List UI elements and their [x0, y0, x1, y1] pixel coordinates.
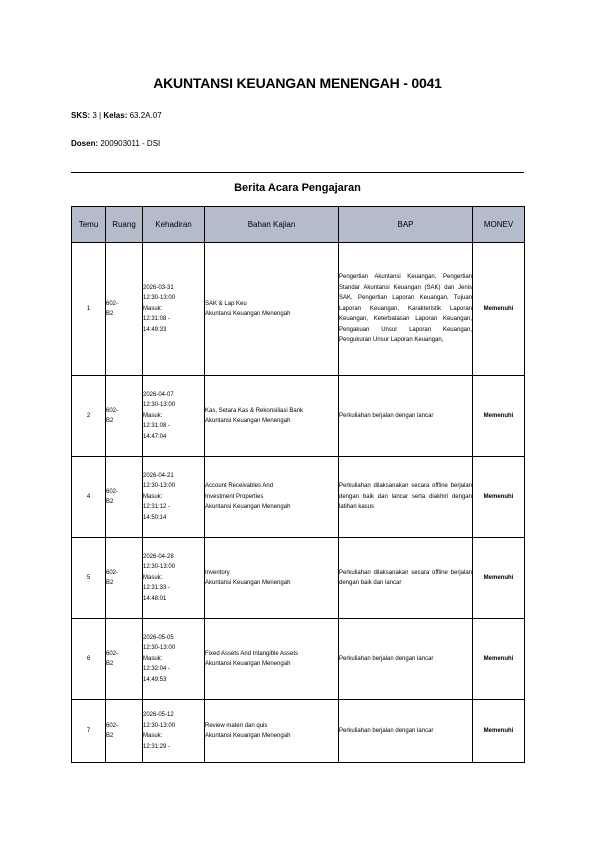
dosen-value: 200903011 - DSI [100, 139, 161, 148]
kehadiran-line: Masuk: [143, 733, 163, 739]
kehadiran-line: Masuk: [143, 412, 163, 419]
bahan-line: Fixed Assets And Intangible Assets [205, 650, 299, 657]
cell-bahan-kajian [205, 243, 339, 376]
cell-monev: Memenuhi [473, 376, 525, 457]
kehadiran-line: Masuk: [143, 493, 163, 500]
course-meta [71, 111, 162, 120]
bahan-line: Review materi dan quis [205, 722, 268, 729]
sks-value: 3 [92, 111, 97, 120]
cell-monev: Memenuhi [473, 700, 525, 763]
teaching-report-table [71, 206, 525, 763]
kehadiran-line: 12:30-13:00 [143, 564, 176, 571]
kehadiran-line: 14:50:14 [143, 514, 167, 521]
cell-kehadiran [143, 619, 205, 700]
cell-temu: 2 [72, 376, 106, 457]
bahan-line: Akuntansi Keuangan Menengah [205, 733, 291, 739]
cell-bahan-kajian [205, 700, 339, 763]
cell-temu: 7 [72, 700, 106, 763]
kehadiran-line: 14:47:04 [143, 433, 167, 440]
ruang-line: B2 [106, 499, 114, 505]
header-temu: Temu [72, 207, 106, 243]
cell-ruang [106, 243, 143, 376]
kehadiran-line: Masuk: [143, 305, 163, 312]
kehadiran-line: 14:49:33 [143, 326, 167, 333]
cell-bap: Perkuliahan dilaksanakan secara offline berjalan dengan baik dan lancar serta diakhiri dengan latihan kasus [339, 457, 473, 538]
table-header-row [72, 207, 525, 243]
kehadiran-line: 2026-04-07 [143, 391, 174, 398]
lecturer-meta [71, 139, 160, 148]
cell-bahan-kajian [205, 457, 339, 538]
header-ruang: Ruang [106, 207, 143, 243]
ruang-line: 602- [106, 407, 119, 414]
cell-monev: Memenuhi [473, 619, 525, 700]
ruang-line: 602- [106, 488, 119, 495]
header-bahan-kajian: Bahan Kajian [205, 207, 339, 243]
header-divider [71, 172, 524, 173]
bahan-line: Akuntansi Keuangan Menengah [205, 418, 291, 424]
ruang-line: B2 [106, 580, 114, 586]
ruang-line: B2 [106, 661, 114, 667]
bahan-line: Account Receivables And [205, 483, 274, 490]
cell-ruang [106, 376, 143, 457]
cell-kehadiran [143, 457, 205, 538]
course-title: AKUNTANSI KEUANGAN MENENGAH - 0041 [153, 75, 442, 91]
kehadiran-line: 2026-05-05 [143, 634, 174, 641]
table-row [72, 376, 525, 457]
cell-monev: Memenuhi [473, 457, 525, 538]
cell-bahan-kajian [205, 376, 339, 457]
kehadiran-line: 2026-05-12 [143, 712, 174, 718]
bahan-line: Inventory [205, 569, 230, 576]
cell-bap: Perkuliahan berjalan dengan lancar [339, 700, 473, 763]
cell-bap: Perkuliahan dilaksanakan secara offline berjalan dengan baik dan lancar [339, 538, 473, 619]
kehadiran-line: 12:30-13:00 [143, 645, 176, 652]
cell-temu: 5 [72, 538, 106, 619]
cell-bap: Pengertian Akuntansi Keuangan, Pengertian Standar Akuntansi Keuangan (SAK) dan Jenis SAK, Pengertian Laporan Keuangan, Tujuan Laporan Keuangan, Karakteristik Laporan Keuangan, Keterbatasan Laporan Keuangan, Pengakuan Unsur Laporan Keuangan, Pengukuran Unsur Laporan Keuangan, [339, 243, 473, 376]
cell-ruang [106, 538, 143, 619]
bahan-line: Akuntansi Keuangan Menengah [205, 504, 291, 511]
kehadiran-line: 12:31:12 - [143, 504, 171, 511]
cell-kehadiran [143, 243, 205, 376]
kehadiran-line: 14:48:01 [143, 595, 167, 602]
kehadiran-line: 12:32:04 - [143, 666, 171, 673]
cell-bahan-kajian [205, 619, 339, 700]
ruang-line: 602- [106, 650, 119, 657]
meta-separator: | [99, 111, 102, 120]
table-row [72, 700, 525, 763]
cell-bap: Perkuliahan berjalan dengan lancar [339, 619, 473, 700]
cell-ruang [106, 700, 143, 763]
cell-monev: Memenuhi [473, 538, 525, 619]
cell-temu: 6 [72, 619, 106, 700]
bahan-line: SAK & Lap Keu [205, 300, 247, 307]
kehadiran-line: 12:30-13:00 [143, 402, 176, 409]
header-bap: BAP [339, 207, 473, 243]
ruang-line: B2 [106, 418, 114, 424]
cell-temu: 4 [72, 457, 106, 538]
ruang-line: 602- [106, 722, 119, 729]
section-title: Berita Acara Pengajaran [234, 182, 361, 194]
table-row [72, 619, 525, 700]
ruang-line: B2 [106, 311, 114, 317]
table-row [72, 457, 525, 538]
kehadiran-line: 2026-04-28 [143, 553, 174, 560]
kehadiran-line: 12:31:33 - [143, 585, 171, 592]
cell-bahan-kajian [205, 538, 339, 619]
cell-temu: 1 [72, 243, 106, 376]
kehadiran-line: Masuk: [143, 655, 163, 662]
kehadiran-line: 12:31:08 - [143, 316, 171, 323]
cell-kehadiran [143, 376, 205, 457]
kelas-label: Kelas: [103, 111, 128, 120]
kehadiran-line: 12:30-13:00 [143, 483, 176, 490]
kehadiran-line: 2026-04-21 [143, 472, 174, 479]
kelas-value: 63.2A.07 [129, 111, 162, 120]
dosen-label: Dosen: [71, 139, 99, 148]
kehadiran-line: 12:30-13:00 [143, 295, 176, 302]
ruang-line: 602- [106, 569, 119, 576]
bahan-line: Kas, Setara Kas & Rekonsiliasi Bank [205, 407, 304, 414]
kehadiran-line: 12:30-13:00 [143, 722, 176, 729]
sks-label: SKS: [71, 111, 91, 120]
kehadiran-line: 12:31:29 - [143, 743, 171, 750]
bahan-line: Akuntansi Keuangan Menengah [205, 661, 291, 667]
cell-kehadiran [143, 538, 205, 619]
kehadiran-line: 12:31:08 - [143, 423, 171, 430]
table-row [72, 538, 525, 619]
kehadiran-line: Masuk: [143, 574, 163, 581]
header-kehadiran: Kehadiran [143, 207, 205, 243]
cell-kehadiran [143, 700, 205, 763]
header-monev: MONEV [473, 207, 525, 243]
bahan-line: Investment Properties [205, 493, 264, 500]
bahan-line: Akuntansi Keuangan Menengah [205, 311, 291, 317]
ruang-line: B2 [106, 733, 114, 739]
cell-monev: Memenuhi [473, 243, 525, 376]
table-row [72, 243, 525, 376]
ruang-line: 602- [106, 300, 119, 307]
cell-bap: Perkuliahan berjalan dengan lancar [339, 376, 473, 457]
kehadiran-line: 14:49:53 [143, 676, 167, 683]
bahan-line: Akuntansi Keuangan Menengah [205, 580, 291, 586]
cell-ruang [106, 619, 143, 700]
cell-ruang [106, 457, 143, 538]
kehadiran-line: 2026-03-31 [143, 284, 174, 291]
